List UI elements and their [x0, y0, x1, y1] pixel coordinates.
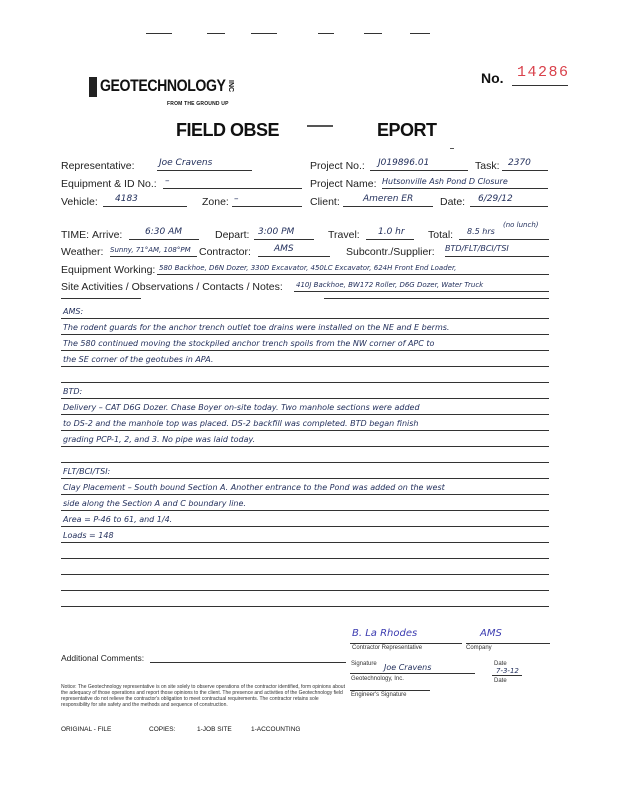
- note-line: The 580 continued moving the stockpiled anchor trench spoils from the NW corner of APC to: [63, 339, 435, 348]
- representative-value: Joe Cravens: [159, 158, 213, 168]
- note-line: AMS:: [63, 307, 84, 316]
- scan-mark: [410, 33, 430, 34]
- vehicle-label: Vehicle:: [61, 196, 98, 208]
- arrive-value: 6:30 AM: [145, 227, 182, 237]
- note-rule: [61, 478, 549, 479]
- signature-label: Signature: [351, 661, 377, 667]
- vehicle-field[interactable]: [103, 194, 187, 207]
- equipment-working-field[interactable]: [157, 262, 549, 275]
- scan-mark: [364, 33, 382, 34]
- subcontractor-value: BTD/FLT/BCI/TSI: [445, 244, 509, 253]
- company-tagline: FROM THE GROUND UP: [167, 101, 229, 107]
- task-value: 2370: [508, 158, 531, 168]
- note-rule: [61, 462, 549, 463]
- project-name-field[interactable]: [382, 176, 548, 189]
- note-line: Area = P-46 to 61, and 1/4.: [63, 515, 173, 524]
- scan-mark: [207, 33, 225, 34]
- equipment-working-label: Equipment Working:: [61, 264, 156, 276]
- depart-field[interactable]: [254, 227, 314, 240]
- form-number: 14286: [517, 64, 570, 81]
- contractor-value: AMS: [274, 244, 294, 254]
- form-number-underline: [512, 85, 568, 86]
- equipment-id-field[interactable]: [163, 176, 302, 189]
- page-title-right: EPORT: [377, 120, 437, 140]
- signature-line: [350, 673, 475, 674]
- depart-label: Depart:: [215, 229, 250, 241]
- note-rule: [61, 558, 549, 559]
- note-line: side along the Section A and C boundary line.: [63, 499, 246, 508]
- date-sig-line: [492, 675, 522, 676]
- note-line: The rodent guards for the anchor trench outlet toe drains were installed on the NE and E berms.: [63, 323, 450, 332]
- weather-field[interactable]: [110, 244, 197, 257]
- representative-field[interactable]: [157, 158, 252, 171]
- note-line: the SE corner of the geotubes in APA.: [63, 355, 214, 364]
- logo-mark-icon: [89, 77, 97, 97]
- weather-label: Weather:: [61, 246, 104, 258]
- dist-original: ORIGINAL - FILE: [61, 726, 112, 733]
- task-label: Task:: [475, 160, 500, 172]
- vehicle-value: 4183: [115, 194, 138, 204]
- scan-mark: [318, 33, 334, 34]
- contractor-field[interactable]: [258, 244, 330, 257]
- date-label: Date:: [440, 196, 466, 208]
- company-sig-line: [466, 643, 550, 644]
- form-number-label: No.: [481, 70, 504, 86]
- project-name-label: Project Name:: [310, 178, 377, 190]
- company-name: GEOTECHNOLOGY: [100, 76, 226, 95]
- scan-mark: [146, 33, 172, 34]
- geotech-signature: Joe Cravens: [384, 663, 432, 672]
- engineer-sig-label: Engineer's Signature: [351, 692, 407, 698]
- note-rule: [61, 414, 549, 415]
- site-activities-field[interactable]: [294, 279, 549, 292]
- note-rule: [61, 366, 549, 367]
- note-rule: [61, 542, 549, 543]
- zone-field[interactable]: [232, 194, 302, 207]
- travel-label: Travel:: [328, 229, 360, 241]
- title-smudge: [307, 125, 333, 127]
- geotech-label: Geotechnology, Inc.: [351, 676, 404, 682]
- date-value: 6/29/12: [478, 194, 513, 204]
- total-label: Total:: [428, 229, 454, 241]
- arrive-label: Arrive:: [92, 229, 123, 241]
- subcontractor-label: Subcontr./Supplier:: [346, 246, 435, 258]
- additional-comments-line[interactable]: [150, 662, 346, 663]
- time-label: TIME:: [61, 229, 89, 241]
- note-line: Clay Placement – South bound Section A. Another entrance to the Pond was added on the west: [63, 483, 445, 492]
- equipment-id-value: –: [165, 176, 170, 186]
- project-name-value: Hutsonville Ash Pond D Closure: [382, 177, 508, 186]
- company-signature: AMS: [480, 628, 502, 639]
- scan-mark: [251, 33, 277, 34]
- blank-line: [61, 298, 141, 299]
- note-line: FLT/BCI/TSI:: [63, 467, 111, 476]
- lunch-note: (no lunch): [503, 221, 539, 229]
- equipment-working-value: 580 Backhoe, D6N Dozer, 330D Excavator, 450LC Excavator, 624H Front End Loader,: [159, 264, 457, 272]
- company-logo: [89, 76, 239, 112]
- note-rule: [61, 606, 549, 607]
- subcontractor-field[interactable]: [445, 244, 549, 257]
- date-sig-value: 7-3-12: [496, 667, 519, 675]
- blank-line: [324, 298, 549, 299]
- arrive-field[interactable]: [129, 227, 199, 240]
- client-value: Ameren ER: [363, 194, 414, 204]
- travel-value: 1.0 hr: [378, 227, 405, 237]
- task-field[interactable]: [502, 158, 548, 171]
- date2-label: Date: [494, 678, 507, 684]
- note-line: Loads = 148: [63, 531, 114, 540]
- notice-text: Notice: The Geotechnology representative is on site solely to observe operations of the contractor identified, form opinions about the adequacy of those operations and report those opinions to the client. The presence and activities of the Geotechnology field representative do not relieve the contractor's obligation to meet contractual requirements. The contractor retains sole responsibility for site safety and the methods and sequence of construction.: [61, 684, 345, 708]
- notes-area[interactable]: [61, 302, 549, 620]
- dist-jobsite: 1-JOB SITE: [197, 726, 232, 733]
- company-suffix: INC: [227, 80, 234, 93]
- travel-field[interactable]: [366, 227, 414, 240]
- date-field[interactable]: [470, 194, 548, 207]
- note-line: BTD:: [63, 387, 83, 396]
- note-rule: [61, 382, 549, 383]
- dist-copies: COPIES:: [149, 726, 176, 733]
- note-line: grading PCP-1, 2, and 3. No pipe was laid today.: [63, 435, 256, 444]
- note-rule: [61, 446, 549, 447]
- equipment-id-label: Equipment & ID No.:: [61, 178, 157, 190]
- zone-label: Zone:: [202, 196, 229, 208]
- note-rule: [61, 590, 549, 591]
- date-sig-label: Date: [494, 661, 507, 667]
- note-rule: [61, 350, 549, 351]
- note-rule: [61, 526, 549, 527]
- project-no-label: Project No.:: [310, 160, 365, 172]
- note-rule: [61, 574, 549, 575]
- page-title: FIELD OBSE: [176, 120, 280, 140]
- additional-comments-label: Additional Comments:: [61, 653, 145, 663]
- total-field[interactable]: [459, 221, 549, 240]
- contractor-signature: B. La Rhodes: [352, 628, 418, 639]
- zone-value: –: [234, 194, 239, 204]
- title-mark: [450, 148, 454, 149]
- site-activities-label: Site Activities / Observations / Contacts / Notes:: [61, 281, 283, 293]
- site-activities-value: 410J Backhoe, BW172 Roller, D6G Dozer, Water Truck: [296, 281, 484, 289]
- depart-value: 3:00 PM: [258, 227, 295, 237]
- company-label: Company: [466, 645, 492, 651]
- note-rule: [61, 318, 549, 319]
- weather-value: Sunny, 71°AM, 108°PM: [110, 246, 191, 254]
- contractor-sig-line: [350, 643, 462, 644]
- client-label: Client:: [310, 196, 340, 208]
- representative-label: Representative:: [61, 160, 135, 172]
- project-no-field[interactable]: [370, 158, 468, 171]
- note-rule: [61, 398, 549, 399]
- contractor-rep-label: Contractor Representative: [352, 645, 423, 651]
- note-rule: [61, 334, 549, 335]
- dist-accounting: 1-ACCOUNTING: [251, 726, 301, 733]
- total-value: 8.5 hrs: [467, 227, 495, 236]
- note-line: to DS-2 and the manhole top was placed. DS-2 backfill was completed. BTD began finish: [63, 419, 419, 428]
- engineer-sig-line: [350, 690, 430, 691]
- project-no-value: J019896.01: [378, 158, 430, 168]
- client-field[interactable]: [343, 194, 433, 207]
- note-rule: [61, 494, 549, 495]
- note-rule: [61, 430, 549, 431]
- contractor-label: Contractor:: [199, 246, 251, 258]
- note-line: Delivery – CAT D6G Dozer. Chase Boyer on-site today. Two manhole sections were added: [63, 403, 420, 412]
- note-rule: [61, 510, 549, 511]
